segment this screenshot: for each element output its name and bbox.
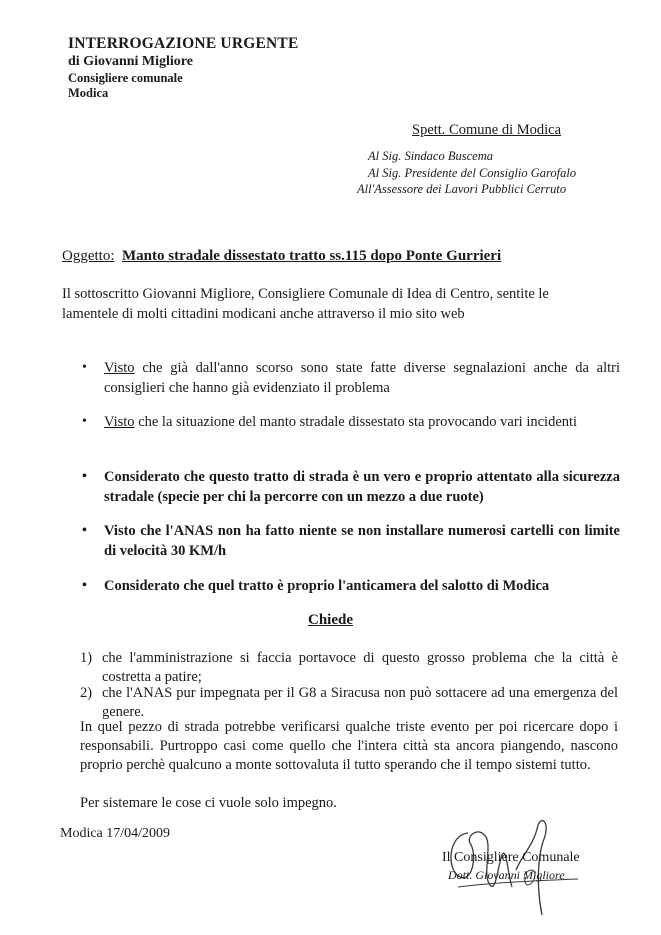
bullet-icon: • (82, 469, 87, 484)
subject-text: Manto stradale dissestato tratto ss.115 dopo Ponte Gurrieri (122, 248, 502, 264)
author-city: Modica (68, 86, 109, 100)
subject-line (62, 248, 501, 265)
bullet-text: Considerato che questo tratto di strada è un vero e proprio attentato alla sicurezza stradale (specie per chi la percorre con un mezzo a due ruote) (104, 469, 620, 505)
request-number: 2) (80, 685, 93, 701)
bullet-text: che la situazione del manto stradale dissestato sta provocando vari incidenti (134, 414, 578, 430)
signature-name: Dott. Giovanni Migliore (448, 868, 565, 882)
bullet-text: Considerato che quel tratto è proprio l'anticamera del salotto di Modica (104, 578, 550, 594)
recipient-mayor: Al Sig. Sindaco Buscema (368, 149, 493, 163)
bullet-icon: • (82, 414, 87, 429)
request-text: che l'ANAS pur impegnata per il G8 a Siracusa non può sottacere ad una emergenza del genere. (102, 685, 618, 720)
closing-paragraph: In quel pezzo di strada potrebbe verificarsi qualche triste evento per poi ricercare dopo i responsabili. Purtroppo casi come quello che l'intera città sta ancora piangendo, nascono proprio perchè qualcuno a monte sottovaluta il tutto sperando che il tempo sistemi tutto. (80, 719, 618, 773)
request-text: che l'amministrazione si faccia portavoce di questo grosso problema che la città è costretta a patire; (102, 650, 618, 685)
addressee: Spett. Comune di Modica (412, 122, 562, 138)
bullet-lead: Visto (104, 360, 135, 376)
bullet-text: che già dall'anno scorso sono state fatte diverse segnalazioni anche da altri consiglieri che hanno già evidenziato il problema (104, 360, 620, 396)
author-role: Consigliere comunale (68, 71, 183, 85)
recipient-assessor: All'Assessore dei Lavori Pubblici Cerruto (357, 182, 567, 196)
bullet-icon: • (82, 523, 87, 538)
final-sentence: Per sistemare le cose ci vuole solo impegno. (80, 795, 337, 811)
document-title: INTERROGAZIONE URGENTE (68, 35, 299, 52)
subject-label: Oggetto: (62, 248, 115, 264)
bullet-icon: • (82, 578, 87, 593)
bullet-text: Visto che l'ANAS non ha fatto niente se non installare numerosi cartelli con limite di velocità 30 KM/h (104, 523, 620, 559)
bullet-lead: Visto (104, 414, 135, 430)
chiede-heading: Chiede (308, 612, 353, 628)
intro-line-1: Il sottoscritto Giovanni Migliore, Consigliere Comunale di Idea di Centro, sentite le (62, 286, 549, 302)
author-name: di Giovanni Migliore (68, 54, 193, 69)
recipient-president: Al Sig. Presidente del Consiglio Garofalo (368, 166, 577, 180)
request-number: 1) (80, 650, 93, 666)
document-date: Modica 17/04/2009 (60, 826, 171, 841)
bullet-icon: • (82, 360, 87, 375)
intro-line-2: lamentele di molti cittadini modicani anche attraverso il mio sito web (62, 306, 465, 322)
signature-role: Il Consigliere Comunale (442, 850, 580, 865)
